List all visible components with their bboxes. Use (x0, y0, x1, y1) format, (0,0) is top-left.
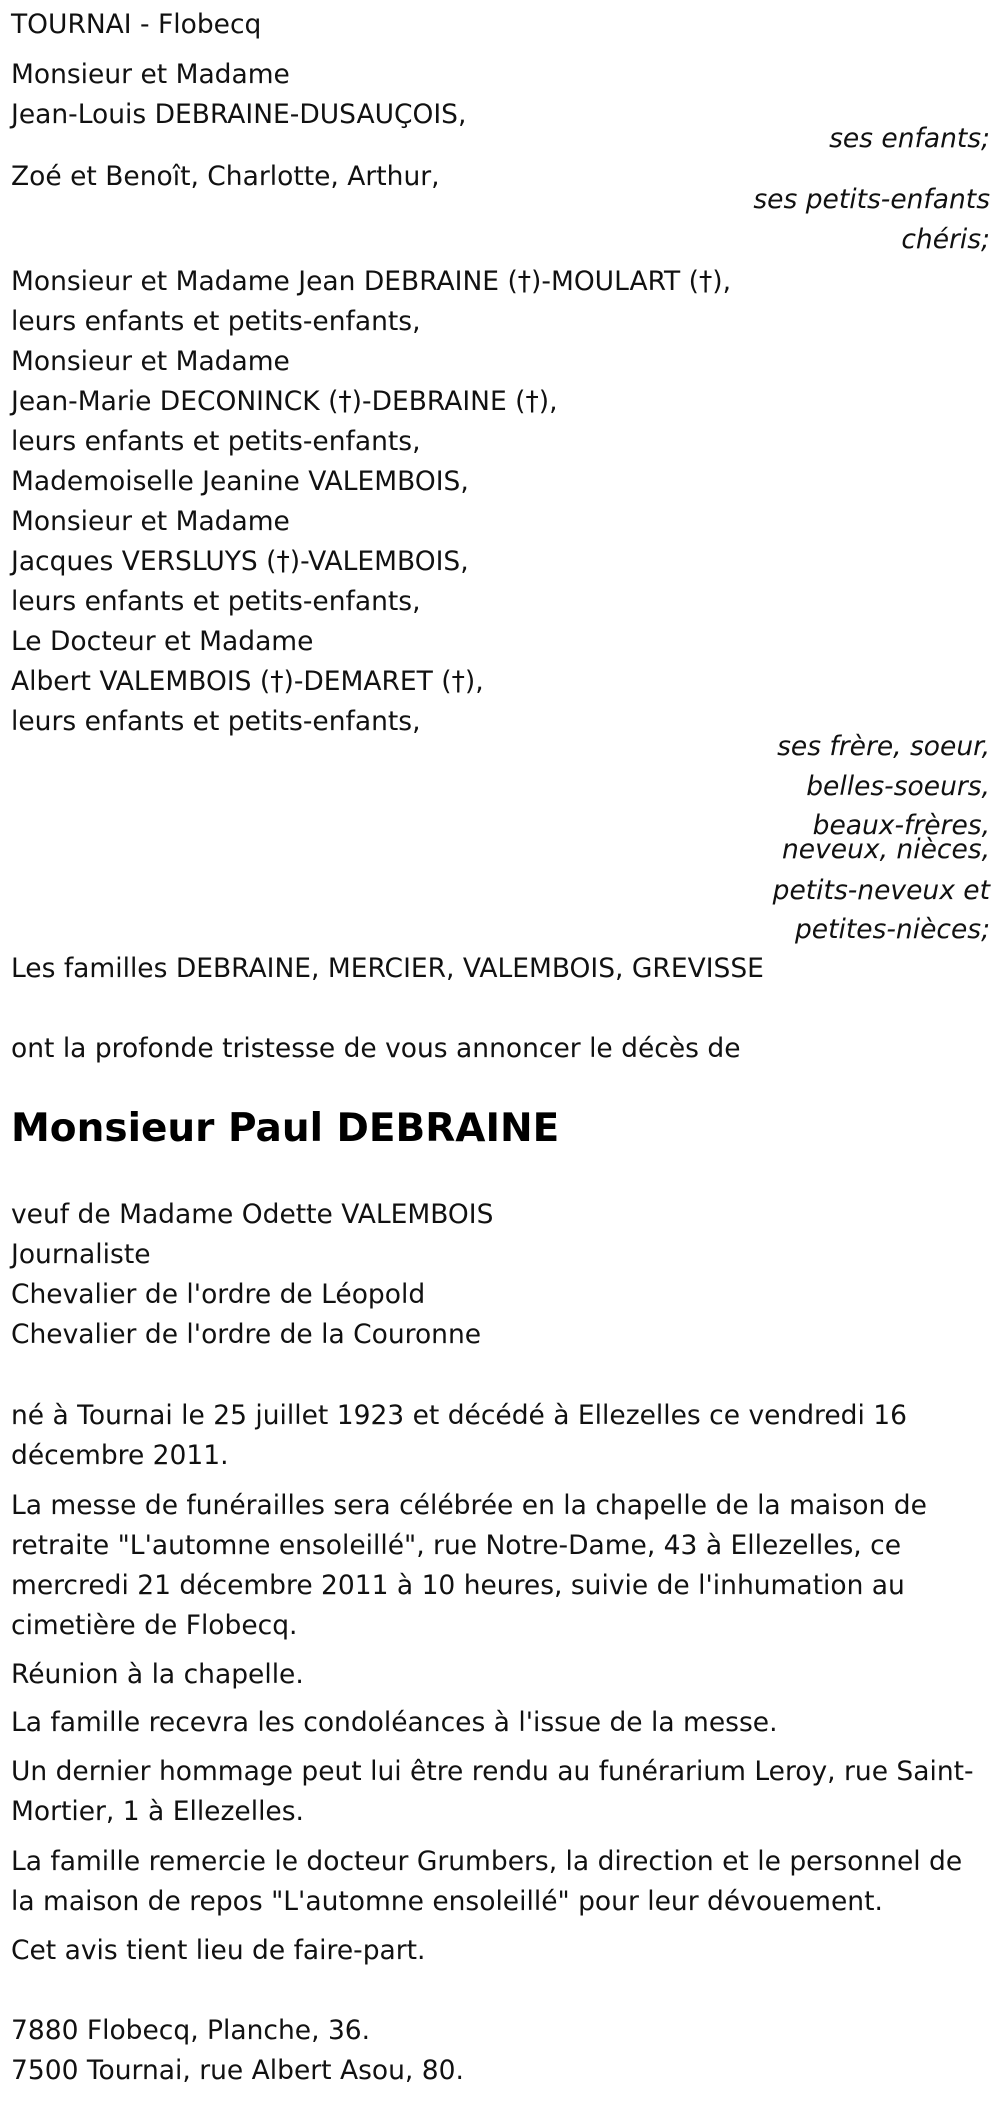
siblings-role: beaux-frères, (812, 810, 990, 841)
tribute-line: Un dernier hommage peut lui être rendu au funérarium Leroy, rue Saint- (11, 1756, 974, 1787)
grandchildren-role-2: chéris; (901, 224, 990, 255)
funeral-line: La messe de funérailles sera célébrée en la chapelle de la maison de (11, 1490, 927, 1521)
siblings-role: ses frère, soeur, (777, 731, 990, 762)
address-line: 7880 Flobecq, Planche, 36. (11, 2015, 371, 2046)
notice-line: Cet avis tient lieu de faire-part. (11, 1935, 426, 1966)
announcement: ont la profonde tristesse de vous annoncer le décès de (11, 1033, 741, 1064)
gathering-line: Réunion à la chapelle. (11, 1659, 304, 1690)
condolences-line: La famille recevra les condoléances à l'issue de la messe. (11, 1707, 778, 1738)
sibling-line: leurs enfants et petits-enfants, (11, 306, 421, 337)
children-line-2: Jean-Louis DEBRAINE-DUSAUÇOIS, (11, 99, 467, 130)
sibling-line: Albert VALEMBOIS (†)-DEMARET (†), (11, 666, 484, 697)
sibling-line: Jean-Marie DECONINCK (†)-DEBRAINE (†), (11, 386, 558, 417)
address-line: 7500 Tournai, rue Albert Asou, 80. (11, 2055, 464, 2086)
deceased-name: Monsieur Paul DEBRAINE (11, 1106, 560, 1151)
siblings-role: neveux, nièces, (782, 834, 990, 865)
children-line-1: Monsieur et Madame (11, 59, 290, 90)
sibling-line: leurs enfants et petits-enfants, (11, 706, 421, 737)
sibling-line: leurs enfants et petits-enfants, (11, 426, 421, 457)
tribute-line: Mortier, 1 à Ellezelles. (11, 1796, 304, 1827)
sibling-line: Mademoiselle Jeanine VALEMBOIS, (11, 466, 469, 497)
families-line: Les familles DEBRAINE, MERCIER, VALEMBOIS, GREVISSE (11, 953, 764, 984)
sibling-line: Monsieur et Madame Jean DEBRAINE (†)-MOULART (†), (11, 266, 732, 297)
siblings-role: petites-nièces; (794, 914, 990, 945)
funeral-line: cimetière de Flobecq. (11, 1610, 298, 1641)
thanks-line: La famille remercie le docteur Grumbers, la direction et le personnel de (11, 1846, 963, 1877)
children-role: ses enfants; (829, 123, 990, 154)
sibling-line: Monsieur et Madame (11, 346, 290, 377)
birth-death-line: né à Tournai le 25 juillet 1923 et décédé à Ellezelles ce vendredi 16 (11, 1400, 908, 1431)
siblings-role: belles-soeurs, (806, 771, 990, 802)
sibling-line: Monsieur et Madame (11, 506, 290, 537)
funeral-line: mercredi 21 décembre 2011 à 10 heures, suivie de l'inhumation au (11, 1570, 905, 1601)
deceased-detail: Chevalier de l'ordre de Léopold (11, 1279, 426, 1310)
sibling-line: leurs enfants et petits-enfants, (11, 586, 421, 617)
sibling-line: Le Docteur et Madame (11, 626, 314, 657)
thanks-line: la maison de repos "L'automne ensoleillé" pour leur dévouement. (11, 1886, 883, 1917)
header-place: TOURNAI - Flobecq (11, 9, 262, 40)
grandchildren-line: Zoé et Benoît, Charlotte, Arthur, (11, 161, 440, 192)
siblings-role: petits-neveux et (772, 875, 990, 906)
birth-death-line: décembre 2011. (11, 1440, 229, 1471)
deceased-detail: Journaliste (11, 1239, 151, 1270)
grandchildren-role-1: ses petits-enfants (753, 184, 990, 215)
deceased-detail: veuf de Madame Odette VALEMBOIS (11, 1199, 494, 1230)
funeral-line: retraite "L'automne ensoleillé", rue Notre-Dame, 43 à Ellezelles, ce (11, 1530, 902, 1561)
deceased-detail: Chevalier de l'ordre de la Couronne (11, 1319, 482, 1350)
sibling-line: Jacques VERSLUYS (†)-VALEMBOIS, (11, 546, 469, 577)
